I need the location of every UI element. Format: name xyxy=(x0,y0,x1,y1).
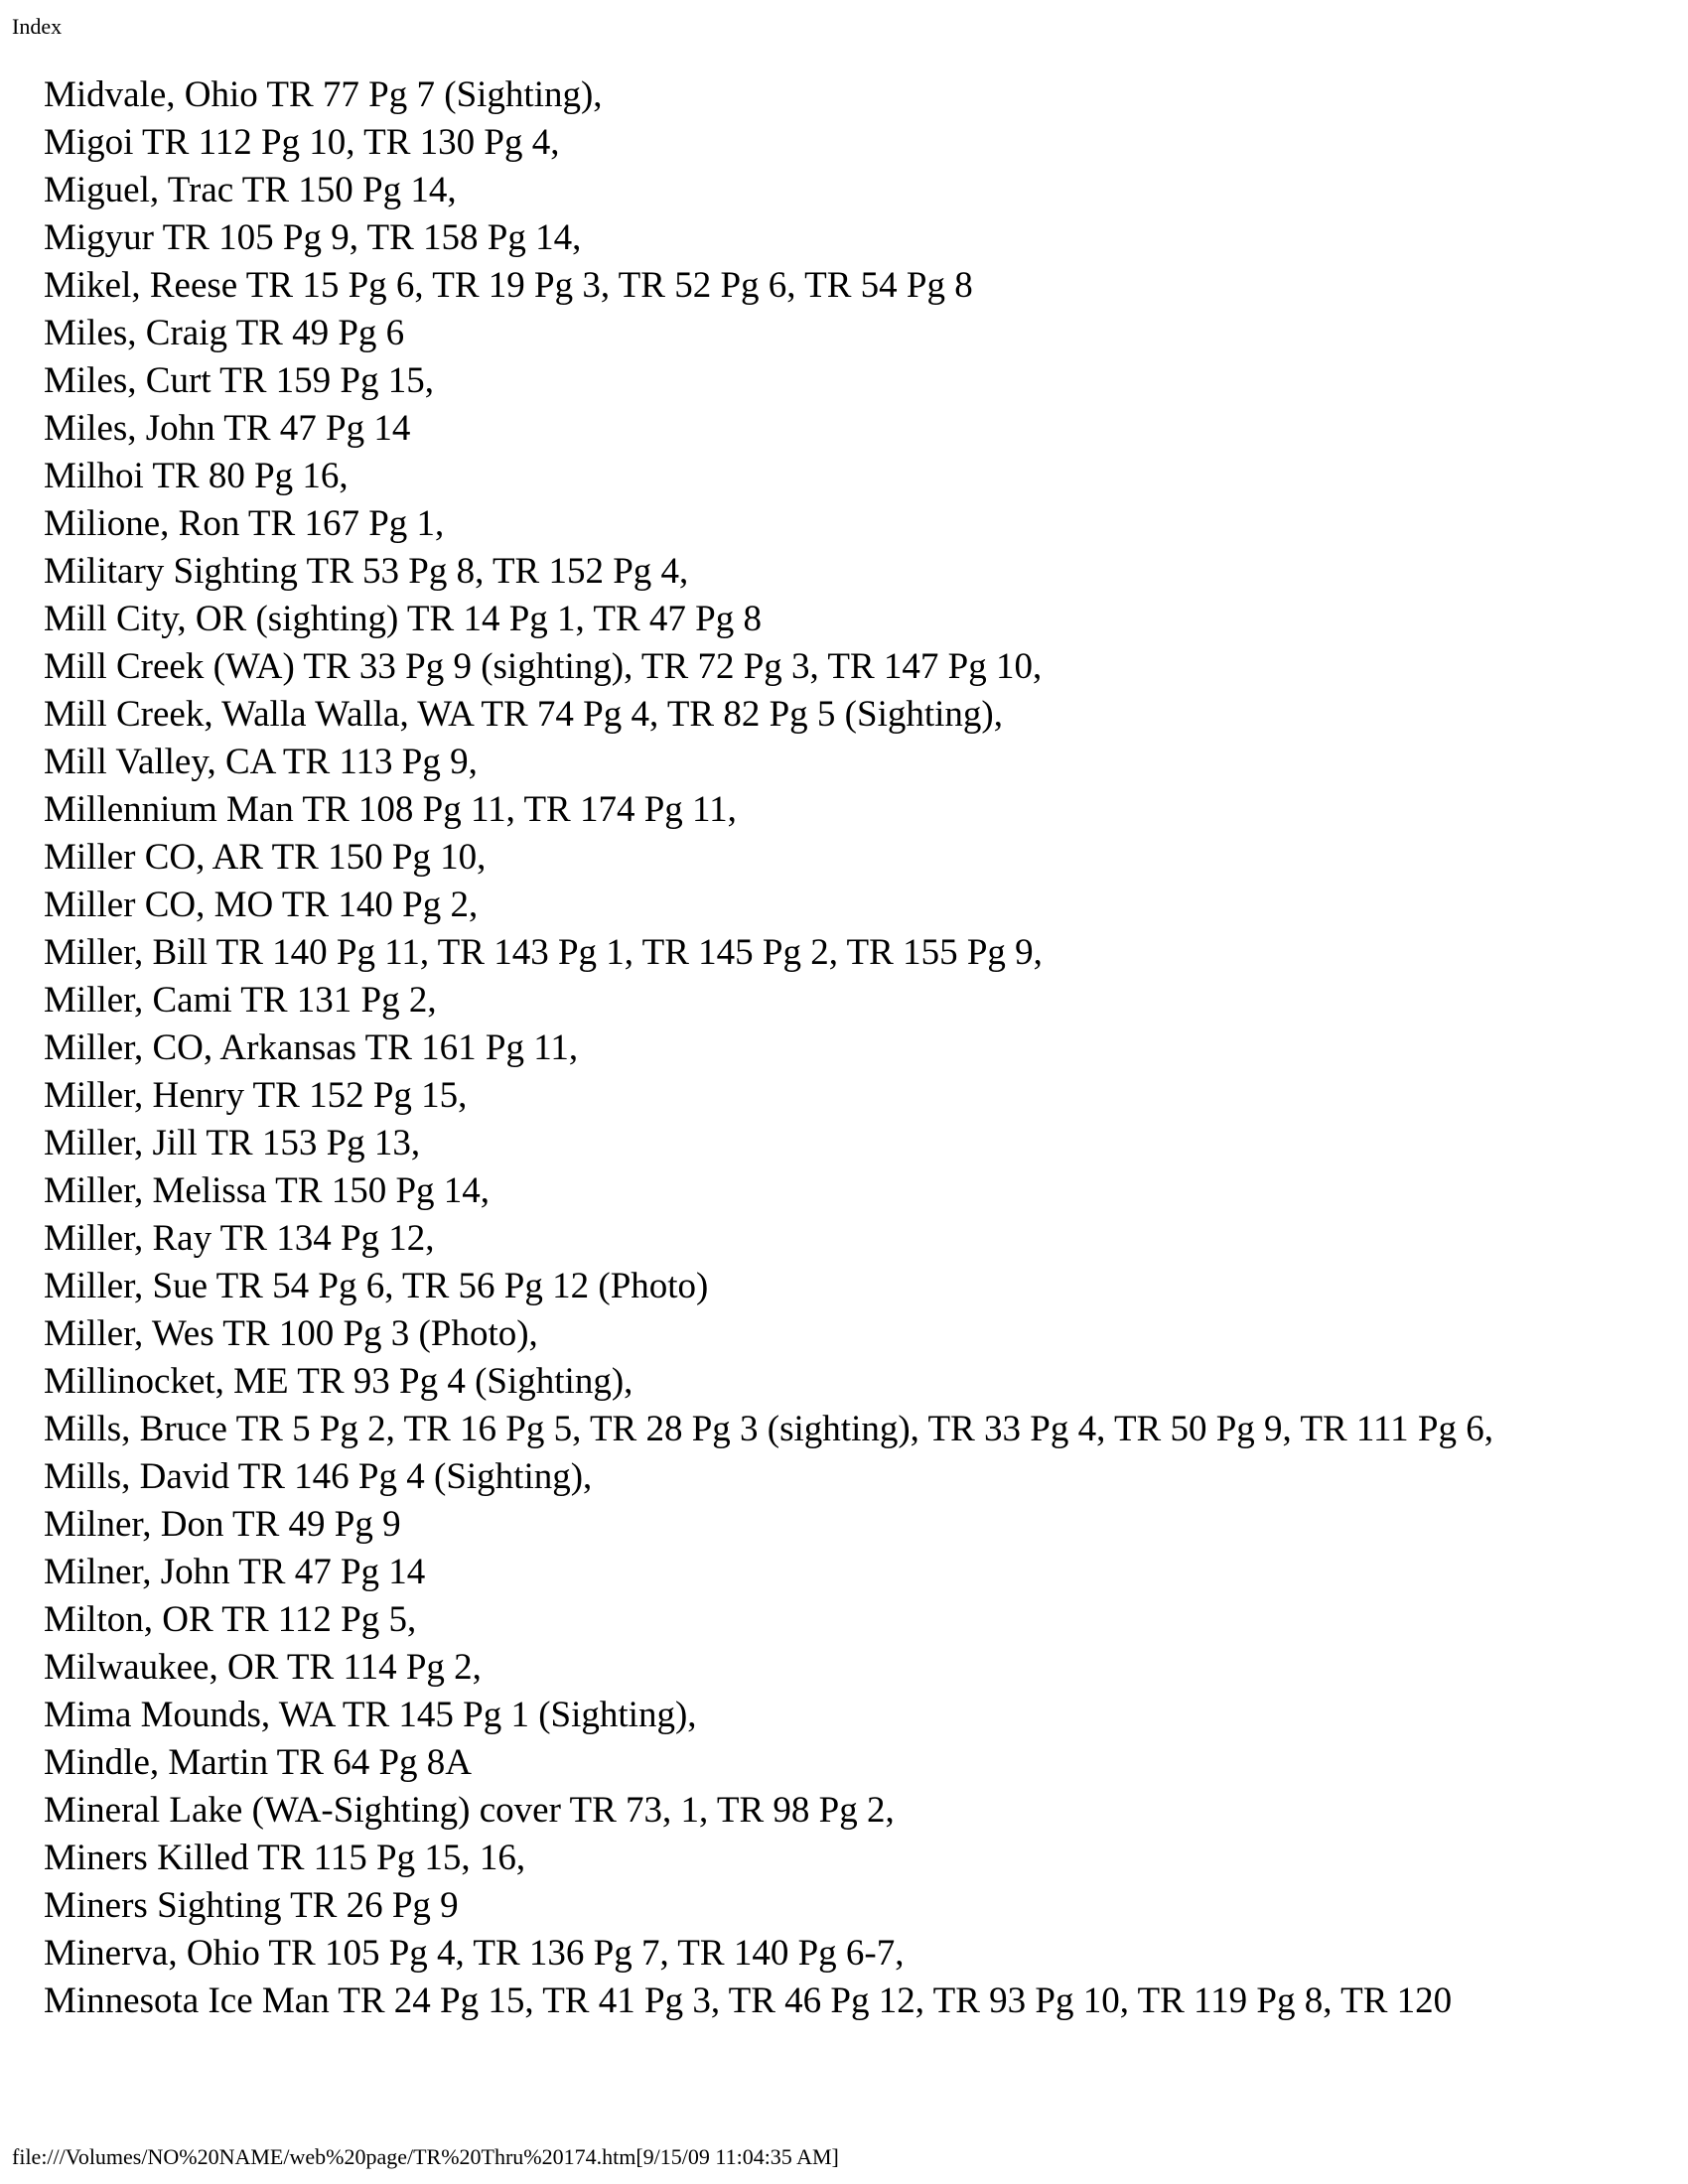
index-entry: Milwaukee, OR TR 114 Pg 2, xyxy=(44,1647,482,1688)
index-entry: Miles, John TR 47 Pg 14 xyxy=(44,408,411,449)
index-entry: Millennium Man TR 108 Pg 11, TR 174 Pg 11, xyxy=(44,789,737,830)
index-entry: Miller, Sue TR 54 Pg 6, TR 56 Pg 12 (Photo) xyxy=(44,1266,709,1306)
page-footer-source-path: file:///Volumes/NO%20NAME/web%20page/TR%20Thru%20174.htm[9/15/09 11:04:35 AM] xyxy=(12,2144,839,2169)
index-entry: Mill Creek (WA) TR 33 Pg 9 (sighting), TR 72 Pg 3, TR 147 Pg 10, xyxy=(44,646,1043,687)
index-entry: Minerva, Ohio TR 105 Pg 4, TR 136 Pg 7, TR 140 Pg 6-7, xyxy=(44,1933,905,1974)
index-entry: Miller, Cami TR 131 Pg 2, xyxy=(44,980,437,1021)
index-entry: Minnesota Ice Man TR 24 Pg 15, TR 41 Pg 3, TR 46 Pg 12, TR 93 Pg 10, TR 119 Pg 8, TR 120 xyxy=(44,1980,1453,2021)
index-entry-list xyxy=(44,71,1632,2025)
index-entry: Migyur TR 105 Pg 9, TR 158 Pg 14, xyxy=(44,217,582,258)
index-entry: Miners Sighting TR 26 Pg 9 xyxy=(44,1885,459,1926)
index-entry: Miles, Curt TR 159 Pg 15, xyxy=(44,360,434,401)
index-entry: Miller CO, MO TR 140 Pg 2, xyxy=(44,885,479,925)
index-entry: Miller, Henry TR 152 Pg 15, xyxy=(44,1075,468,1116)
index-entry: Millinocket, ME TR 93 Pg 4 (Sighting), xyxy=(44,1361,633,1402)
index-entry: Milhoi TR 80 Pg 16, xyxy=(44,456,349,496)
index-entry: Mill Creek, Walla Walla, WA TR 74 Pg 4, TR 82 Pg 5 (Sighting), xyxy=(44,694,1003,735)
index-entry: Miller, Ray TR 134 Pg 12, xyxy=(44,1218,435,1259)
index-entry: Milner, John TR 47 Pg 14 xyxy=(44,1552,426,1592)
index-entry: Miller, Jill TR 153 Pg 13, xyxy=(44,1123,421,1163)
index-entry: Mills, David TR 146 Pg 4 (Sighting), xyxy=(44,1456,593,1497)
index-entry: Miller CO, AR TR 150 Pg 10, xyxy=(44,837,487,878)
index-entry: Miller, Wes TR 100 Pg 3 (Photo), xyxy=(44,1313,538,1354)
index-entry: Miller, Melissa TR 150 Pg 14, xyxy=(44,1170,491,1211)
index-entry: Miners Killed TR 115 Pg 15, 16, xyxy=(44,1838,526,1878)
index-entry: Mikel, Reese TR 15 Pg 6, TR 19 Pg 3, TR 52 Pg 6, TR 54 Pg 8 xyxy=(44,265,973,306)
index-entry: Miguel, Trac TR 150 Pg 14, xyxy=(44,170,457,210)
index-entry: Milton, OR TR 112 Pg 5, xyxy=(44,1599,417,1640)
index-entry: Military Sighting TR 53 Pg 8, TR 152 Pg 4, xyxy=(44,551,689,592)
index-entry: Mindle, Martin TR 64 Pg 8A xyxy=(44,1742,472,1783)
index-entry: Mills, Bruce TR 5 Pg 2, TR 16 Pg 5, TR 28 Pg 3 (sighting), TR 33 Pg 4, TR 50 Pg 9, TR 111 Pg 6, xyxy=(44,1409,1494,1449)
index-entry: Mill Valley, CA TR 113 Pg 9, xyxy=(44,742,478,782)
index-entry: Mill City, OR (sighting) TR 14 Pg 1, TR 47 Pg 8 xyxy=(44,599,762,639)
page-header-title: Index xyxy=(12,14,63,39)
index-entry: Mineral Lake (WA-Sighting) cover TR 73, 1, TR 98 Pg 2, xyxy=(44,1790,895,1831)
index-entry: Miller, Bill TR 140 Pg 11, TR 143 Pg 1, TR 145 Pg 2, TR 155 Pg 9, xyxy=(44,932,1043,973)
index-entry: Miles, Craig TR 49 Pg 6 xyxy=(44,313,405,353)
index-entry: Migoi TR 112 Pg 10, TR 130 Pg 4, xyxy=(44,122,560,163)
index-entry: Milner, Don TR 49 Pg 9 xyxy=(44,1504,401,1545)
index-entry: Mima Mounds, WA TR 145 Pg 1 (Sighting), xyxy=(44,1695,697,1735)
index-entry: Milione, Ron TR 167 Pg 1, xyxy=(44,503,445,544)
index-entry: Midvale, Ohio TR 77 Pg 7 (Sighting), xyxy=(44,74,603,115)
index-entry: Miller, CO, Arkansas TR 161 Pg 11, xyxy=(44,1027,579,1068)
